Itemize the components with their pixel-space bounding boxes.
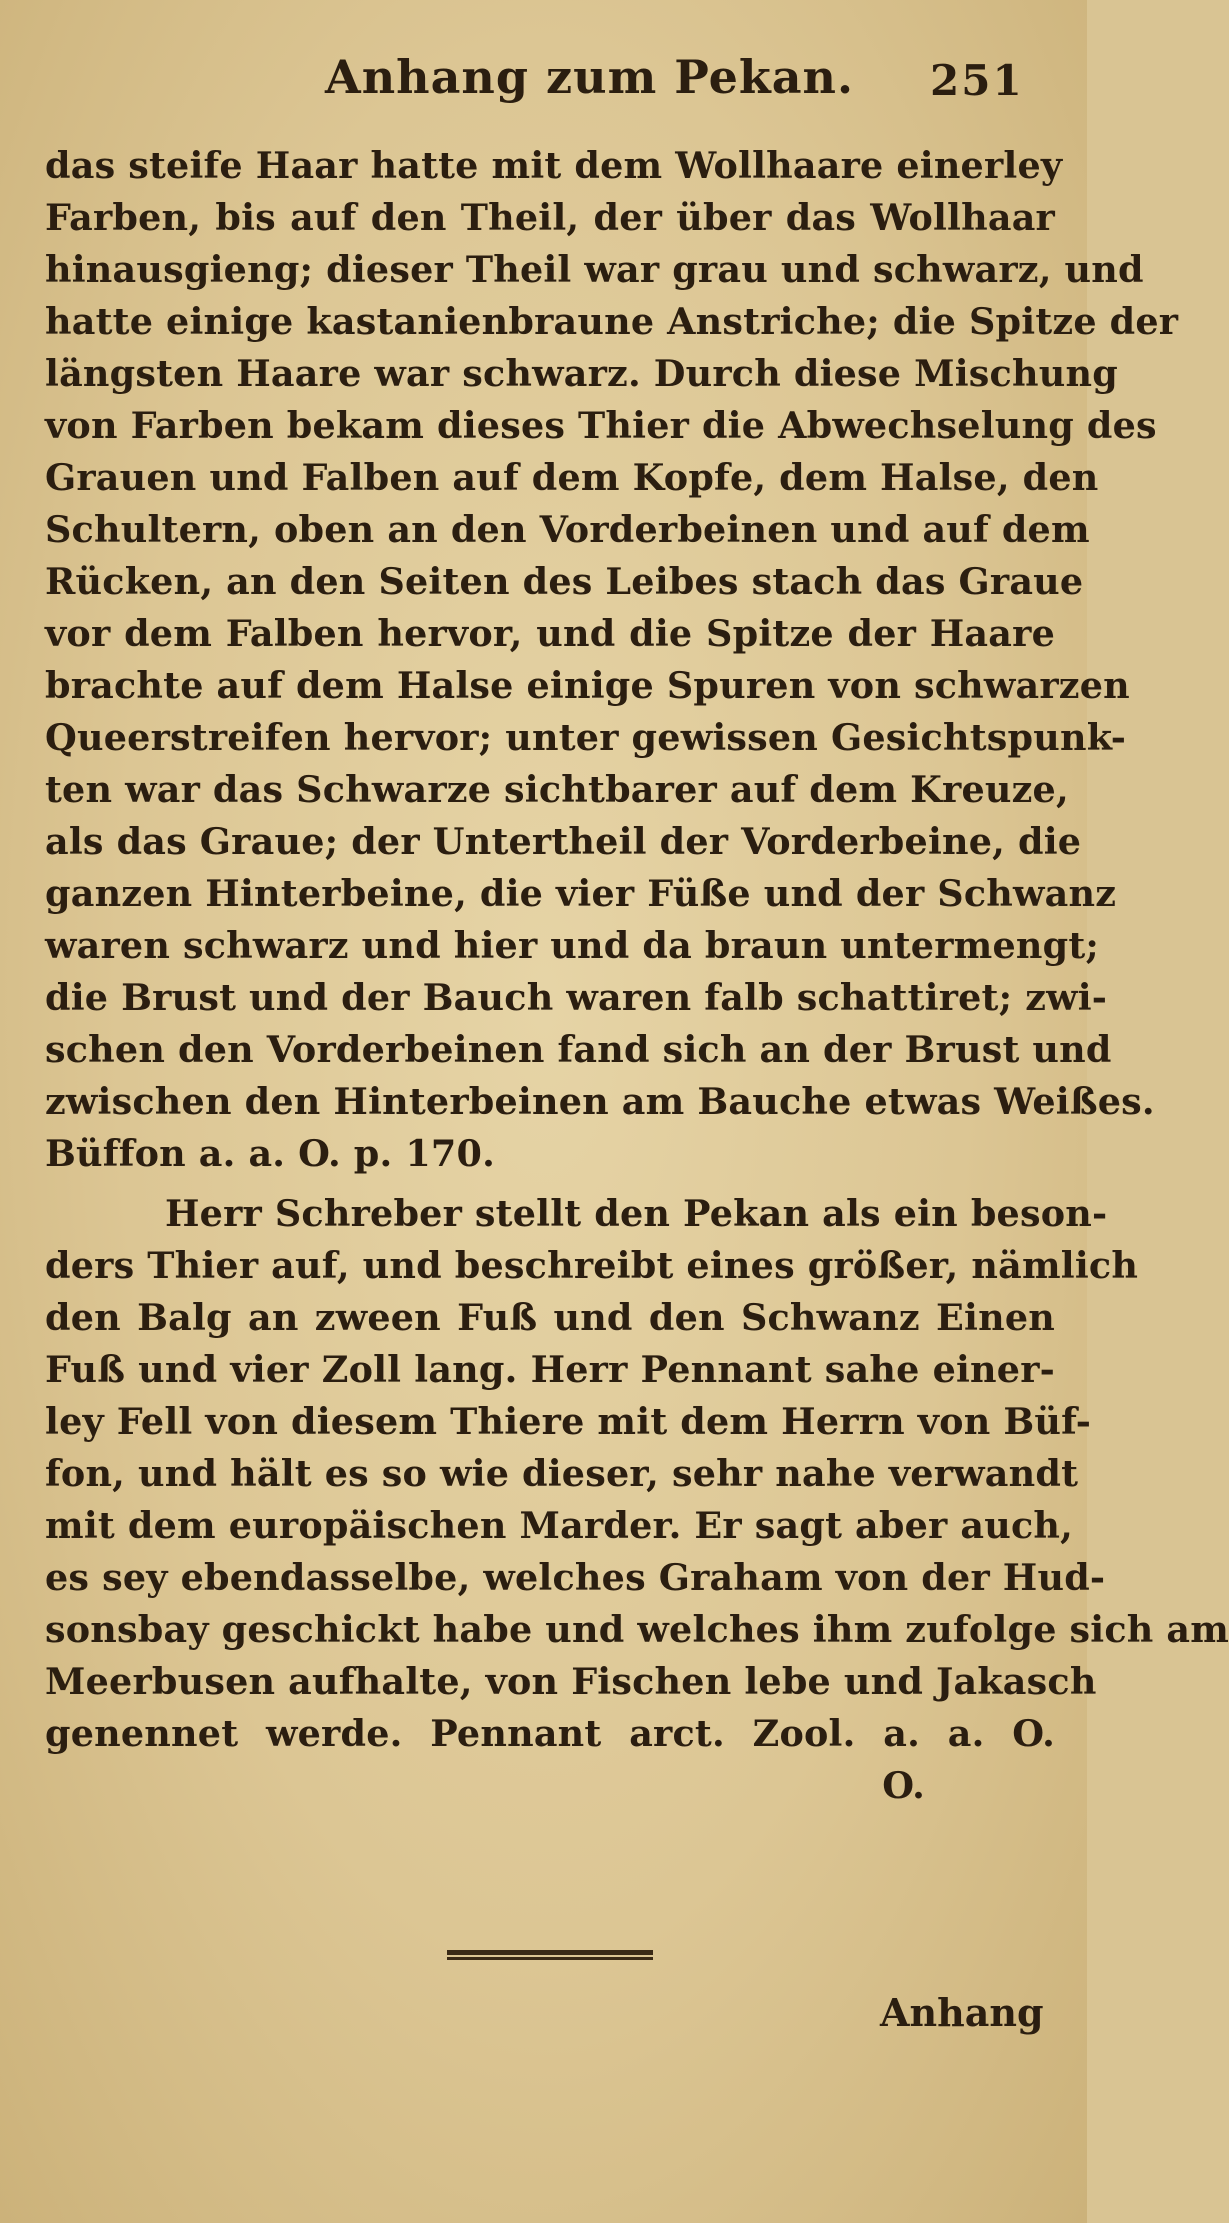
- text-line: Herr Schreber stellt den Pekan als ein beson-: [165, 1192, 1108, 1235]
- text-line: hatte einige kastanienbraune Anstriche; die Spitze der: [45, 300, 1179, 343]
- text-line: sonsbay geschickt habe und welches ihm zufolge sich am: [45, 1608, 1229, 1651]
- text-line: ten war das Schwarze sichtbarer auf dem Kreuze,: [45, 768, 1069, 811]
- text-line: hinausgieng; dieser Theil war grau und schwarz, und: [45, 248, 1144, 291]
- text-line: genennet werde. Pennant arct. Zool. a. a. O.: [45, 1712, 1055, 1755]
- text-line: ley Fell von diesem Thiere mit dem Herrn von Büf-: [45, 1400, 1092, 1443]
- text-line: Meerbusen aufhalte, von Fischen lebe und Jakasch: [45, 1660, 1097, 1703]
- text-line: ders Thier auf, und beschreibt eines größer, nämlich: [45, 1244, 1139, 1287]
- text-line: Queerstreifen hervor; unter gewissen Gesichtspunk-: [45, 716, 1127, 759]
- citation-line: Büffon a. a. O. p. 170.: [45, 1132, 496, 1175]
- text-line: O.: [882, 1764, 925, 1807]
- text-line: Grauen und Falben auf dem Kopfe, dem Halse, den: [45, 456, 1099, 499]
- text-line: vor dem Falben hervor, und die Spitze der Haare: [45, 612, 1055, 655]
- text-line: Farben, bis auf den Theil, der über das Wollhaar: [45, 196, 1055, 239]
- running-head-title: Anhang zum Pekan.: [325, 50, 855, 104]
- text-line: zwischen den Hinterbeinen am Bauche etwas Weißes.: [45, 1080, 1155, 1123]
- text-line: Fuß und vier Zoll lang. Herr Pennant sahe einer-: [45, 1348, 1055, 1391]
- text-line: brachte auf dem Halse einige Spuren von schwarzen: [45, 664, 1130, 707]
- text-line: Schultern, oben an den Vorderbeinen und auf dem: [45, 508, 1090, 551]
- catchword: Anhang: [880, 1990, 1044, 2035]
- section-rule: [447, 1950, 653, 1960]
- text-line: Rücken, an den Seiten des Leibes stach das Graue: [45, 560, 1084, 603]
- text-line: die Brust und der Bauch waren falb schattiret; zwi-: [45, 976, 1108, 1019]
- running-head: [0, 50, 1087, 120]
- text-line: ganzen Hinterbeine, die vier Füße und der Schwanz: [45, 872, 1117, 915]
- text-line: mit dem europäischen Marder. Er sagt aber auch,: [45, 1504, 1074, 1547]
- text-line: längsten Haare war schwarz. Durch diese Mischung: [45, 352, 1118, 395]
- page-number: 251: [930, 56, 1024, 105]
- text-line: den Balg an zween Fuß und den Schwanz Einen: [45, 1296, 1055, 1339]
- text-line: das steife Haar hatte mit dem Wollhaare einerley: [45, 144, 1063, 187]
- text-line: als das Graue; der Untertheil der Vorderbeine, die: [45, 820, 1082, 863]
- text-line: von Farben bekam dieses Thier die Abwechselung des: [45, 404, 1157, 447]
- body-text: [45, 140, 1229, 1812]
- text-line: es sey ebendasselbe, welches Graham von der Hud-: [45, 1556, 1106, 1599]
- text-line: schen den Vorderbeinen fand sich an der Brust und: [45, 1028, 1112, 1071]
- text-line: waren schwarz und hier und da braun untermengt;: [45, 924, 1100, 967]
- text-line: fon, und hält es so wie dieser, sehr nahe verwandt: [45, 1452, 1079, 1495]
